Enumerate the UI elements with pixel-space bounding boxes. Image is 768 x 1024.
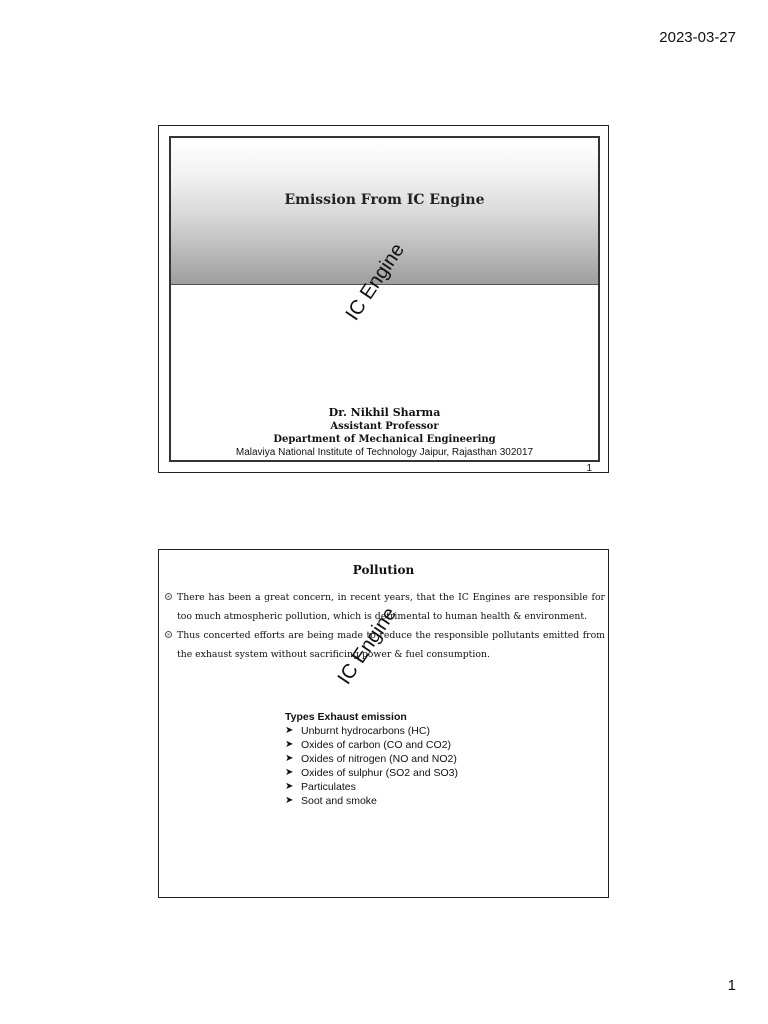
slide-1-frame [169,136,600,462]
emission-types-heading: Types Exhaust emission [285,711,407,723]
author-department: Department of Mechanical Engineering [273,434,496,445]
list-item [285,752,458,766]
author-block [171,406,598,460]
slide-1 [158,125,609,473]
arrow-bullet-icon: ➤ [285,739,294,750]
author-name: Dr. Nikhil Sharma [328,406,441,419]
list-item [285,738,458,752]
list-item [285,780,458,794]
list-item-text: Soot and smoke [301,795,377,807]
bullet-icon [165,593,172,600]
watermark-clip [171,239,598,344]
arrow-bullet-icon: ➤ [285,781,294,792]
list-item-text: Oxides of carbon (CO and CO2) [301,739,451,751]
bullet-text: Thus concerted efforts are being made to reduce the responsible pollutants emitted from the exhaust system without sacrificing power & fuel consumption. [177,630,605,660]
watermark-slide-1: IC Engine [341,239,409,325]
page-date: 2023-03-27 [659,29,736,46]
arrow-bullet-icon: ➤ [285,725,294,736]
list-item [285,724,458,738]
slide-1-title: Emission From IC Engine [284,192,485,208]
list-item [285,766,458,780]
arrow-bullet-icon: ➤ [285,795,294,806]
arrow-bullet-icon: ➤ [285,753,294,764]
emission-types-block [285,710,458,808]
bullet-text: There has been a great concern, in recent years, that the IC Engines are responsible for too much atmospheric pollution, which is detrimental to human health & environment. [177,592,605,622]
bullet-icon [165,631,172,638]
emission-types-list [285,724,458,808]
list-item [285,794,458,808]
author-position: Assistant Professor [330,421,439,432]
slide-2 [158,549,609,898]
author-institute: Malaviya National Institute of Technology Jaipur, Rajasthan 302017 [235,447,534,458]
arrow-bullet-icon: ➤ [285,767,294,778]
watermark-slide-2: IC Engine [333,603,401,689]
slide-2-title: Pollution [352,563,415,577]
slide-number: 1 [586,463,592,474]
page-number: 1 [727,977,736,994]
list-item-text: Oxides of nitrogen (NO and NO2) [301,753,457,765]
list-item-text: Particulates [301,781,356,793]
list-item-text: Oxides of sulphur (SO2 and SO3) [301,767,458,779]
list-item-text: Unburnt hydrocarbons (HC) [301,725,430,737]
